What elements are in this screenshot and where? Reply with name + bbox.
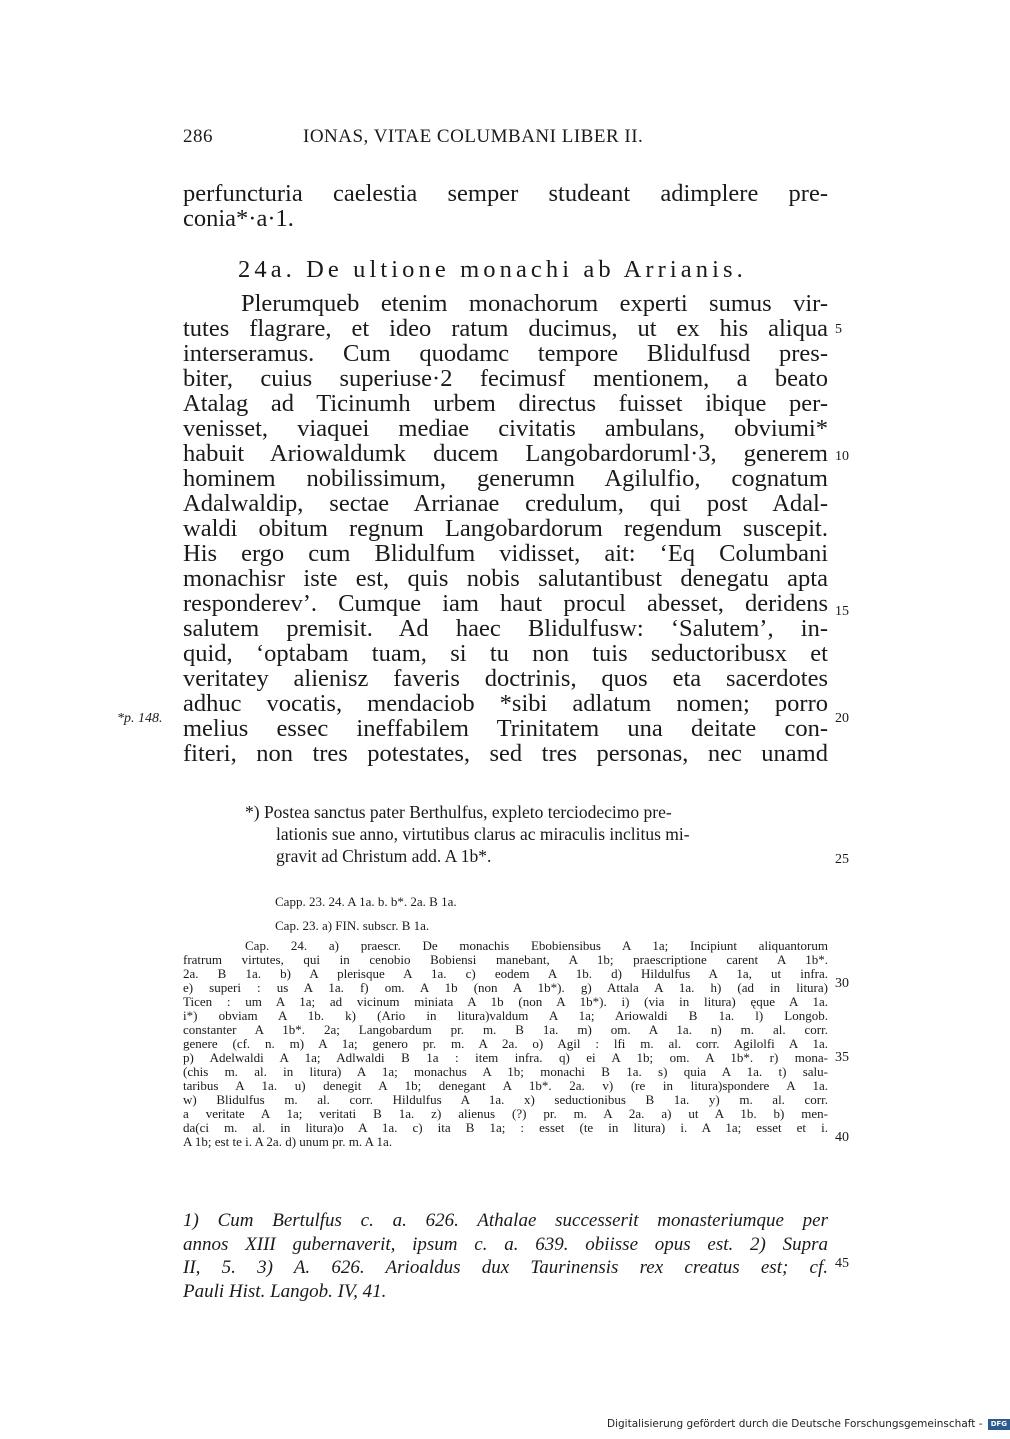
opening-text — [183, 181, 828, 231]
line-number: 40 — [835, 1130, 849, 1145]
footnote-line: II, 5. 3) A. 626. Arioaldus dux Taurinensis rex creatus est; cf. — [183, 1257, 828, 1278]
line-number: 5 — [835, 322, 842, 337]
apparatus-line: i*) obviam A 1b. k) (Ario in litura)valdum A 1a; Ariowaldi B 1a. l) Longob. — [183, 1008, 828, 1023]
footnote-line: Pauli Hist. Langob. IV, 41. — [183, 1280, 387, 1302]
credit-text: Digitalisierung gefördert durch die Deutsche Forschungsgemeinschaft - — [607, 1418, 983, 1430]
running-title: IONAS, VITAE COLUMBANI LIBER II. — [303, 126, 644, 147]
text-line: veritatey alienisz faveris doctrinis, quos eta sacerdotes — [183, 665, 828, 692]
line-number: 15 — [835, 604, 849, 619]
margin-page-reference: *p. 148. — [117, 711, 163, 726]
text-line: interseramus. Cum quodamc tempore Blidulfusd pres- — [183, 340, 828, 367]
digitization-credit — [607, 1418, 1010, 1430]
text-line: monachisr iste est, quis nobis salutantibust denegatu apta — [183, 565, 828, 592]
apparatus-line: e) superi : us A 1a. f) om. A 1b (non A 1b*). g) Attala A 1a. h) (ad in litura) — [183, 980, 828, 995]
page-number: 286 — [183, 126, 213, 147]
footnote-line: annos XIII gubernaverit, ipsum c. a. 639. obiisse opus est. 2) Supra — [183, 1233, 828, 1255]
line-number: 20 — [835, 711, 849, 726]
apparatus-line: Capp. 23. 24. A 1a. b. b*. 2a. B 1a. — [275, 894, 457, 909]
text-line: His ergo cum Blidulfum vidisset, ait: ‘Eq Columbani — [183, 540, 828, 567]
text-line: melius essec ineffabilem Trinitatem una deitate con- — [183, 715, 828, 742]
dfg-logo-icon: DFG — [988, 1419, 1010, 1430]
apparatus-line: da(ci m. al. in litura)o A 1a. c) ita B 1a; : esset (te in litura) i. A 1a; esset et i. — [183, 1120, 828, 1135]
critical-apparatus — [183, 895, 828, 1149]
text-line: fiteri, non tres potestates, sed tres personas, nec unamd — [183, 740, 828, 767]
text-line: habuit Ariowaldumk ducem Langobardoruml·3, generem — [183, 440, 828, 467]
star-note-line: gravit ad Christum add. A 1b*. — [276, 846, 492, 866]
star-note-line: lationis sue anno, virtutibus clarus ac miraculis inclitus mi- — [276, 824, 690, 844]
text-line: venisset, viaquei mediae civitatis ambulans, obviumi* — [183, 415, 828, 442]
text-line: salutem premisit. Ad haec Blidulfusw: ‘Salutem’, in- — [183, 615, 828, 642]
text-line: adhuc vocatis, mendaciob *sibi adlatum nomen; porro — [183, 690, 828, 717]
apparatus-line: constanter A 1b*. 2a; Langobardum pr. m. B 1a. m) om. A 1a. n) m. al. corr. — [183, 1022, 828, 1037]
text-line: conia*·a·1. — [183, 205, 294, 232]
apparatus-line: Cap. 24. a) praescr. De monachis Ebobiensibus A 1a; Incipiunt aliquantorum — [245, 938, 828, 953]
chapter-heading: 24a. De ultione monachi ab Arrianis. — [238, 256, 747, 283]
apparatus-line: (chis m. al. in litura) A 1a; monachus A 1b; monachi B 1a. s) quia A 1a. t) salu- — [183, 1064, 828, 1079]
text-line: waldi obitum regnum Langobardorum regendum suscepit. — [183, 515, 828, 542]
text-line: perfuncturia caelestia semper studeant adimplere pre- — [183, 180, 828, 207]
text-line: Plerumqueb etenim monachorum experti sumus vir- — [241, 290, 828, 317]
text-line: tutes flagrare, et ideo ratum ducimus, ut ex his aliqua — [183, 315, 828, 342]
line-number: 25 — [835, 852, 849, 867]
line-number: 10 — [835, 449, 849, 464]
main-text — [183, 291, 828, 766]
apparatus-line: taribus A 1a. u) denegit A 1b; denegant A 1b*. 2a. v) (re in litura)spondere A 1a. — [183, 1078, 828, 1093]
line-number: 35 — [835, 1050, 849, 1065]
text-line: biter, cuius superiuse·2 fecimusf mentionem, a beato — [183, 365, 828, 392]
apparatus-line: A 1b; est te i. A 2a. d) unum pr. m. A 1a. — [183, 1134, 393, 1149]
apparatus-line: a veritate A 1a; veritati B 1a. z) alienus (?) pr. m. A 2a. a) ut A 1b. b) men- — [183, 1106, 828, 1121]
text-line: hominem nobilissimum, generumn Agilulfio, cognatum — [183, 465, 828, 492]
apparatus-line: genere (cf. n. m) A 1a; genero pr. m. A 2a. o) Agil : lfi m. al. corr. Agilolfi A 1a. — [183, 1036, 828, 1051]
text-line: quid, ‘optabam tuam, si tu non tuis seductoribusx et — [183, 640, 828, 667]
text-line: Adalwaldip, sectae Arrianae credulum, qui post Adal- — [183, 490, 828, 517]
apparatus-line: w) Blidulfus m. al. corr. Hildulfus A 1a. x) seductionibus B 1a. y) m. al. corr. — [183, 1092, 828, 1107]
line-number: 30 — [835, 976, 849, 991]
apparatus-line: p) Adelwaldi A 1a; Adlwaldi B 1a : item infra. q) ei A 1b; om. A 1b*. r) mona- — [183, 1050, 828, 1065]
apparatus-line: Ticen : um A 1a; ad vicinum miniata A 1b (non A 1b*). i) (via in litura) ęque A 1a. — [183, 994, 828, 1009]
line-number: 45 — [835, 1256, 849, 1271]
text-line: Atalag ad Ticinumh urbem directus fuisset ibique per- — [183, 390, 828, 417]
apparatus-line: 2a. B 1a. b) A plerisque A 1a. c) eodem A 1b. d) Hildulfus A 1a, ut infra. — [183, 966, 828, 981]
footnotes — [183, 1209, 828, 1303]
star-note — [245, 801, 825, 867]
footnote-line: 1) Cum Bertulfus c. a. 626. Athalae successerit monasteriumque per — [183, 1210, 828, 1231]
text-line: responderev’. Cumque iam haut procul abesset, deridens — [183, 590, 828, 617]
apparatus-line: Cap. 23. a) FIN. subscr. B 1a. — [275, 918, 430, 933]
star-note-line: *) Postea sanctus pater Berthulfus, expleto terciodecimo pre- — [245, 802, 672, 822]
apparatus-line: fratrum virtutes, qui in cenobio Bobiensi manebant, A 1b; praescriptione carent A 1b*. — [183, 952, 828, 967]
